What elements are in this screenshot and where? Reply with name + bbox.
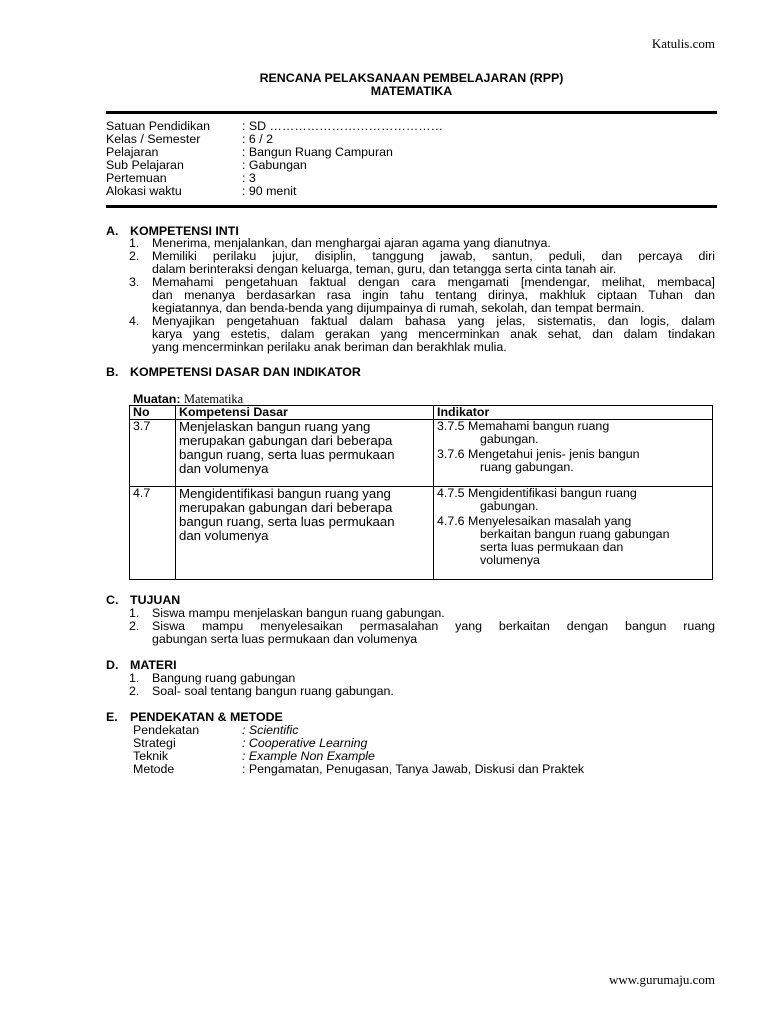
table-header-row xyxy=(130,406,713,420)
section-a-title: KOMPETENSI INTI xyxy=(130,224,239,238)
list-item-line: karya yang estetis, dalam gerakan yang mencerminkan anak sehat, dan dalam tindakan xyxy=(152,327,715,341)
list-item-number: 2. xyxy=(129,684,140,698)
list-item-line: dan menanya berdasarkan rasa ingin tahu tentang dirinya, makhluk ciptaan Tuhan dan xyxy=(152,288,715,302)
list-item-line: Soal- soal tentang bangun ruang gabungan. xyxy=(152,684,394,698)
list-item-number: 2. xyxy=(129,249,140,263)
meta-value: : 6 / 2 xyxy=(242,132,273,146)
list-item-line: Menerima, menjalankan, dan menghargai ajaran agama yang dianutnya. xyxy=(152,236,551,250)
indikator-line: 3.7.6 Mengetahui jenis- jenis bangun xyxy=(437,447,640,461)
indikator-line: 4.7.6 Menyelesaikan masalah yang xyxy=(437,514,632,528)
top-rule xyxy=(106,111,717,114)
list-item-text xyxy=(152,685,715,698)
list-item xyxy=(129,315,715,354)
kd-line: merupakan gabungan dari beberapa xyxy=(179,433,393,448)
section-e-title: PENDEKATAN & METODE xyxy=(130,710,283,724)
section-e-letter: E. xyxy=(106,710,118,724)
meta-label: Pelajaran xyxy=(106,145,159,159)
kd-line: merupakan gabungan dari beberapa xyxy=(179,500,393,515)
meta-label: Satuan Pendidikan xyxy=(106,119,211,133)
list-item-line: dalam berinteraksi dengan keluarga, teman, guru, dan tetangga serta cinta tanah air. xyxy=(152,262,617,276)
list-item xyxy=(129,685,715,698)
section-b-letter: B. xyxy=(106,365,119,379)
list-item-text xyxy=(152,620,715,646)
meta-bottom-rule xyxy=(106,205,717,208)
list-item-text xyxy=(152,315,715,354)
list-item-line: yang mencerminkan perilaku anak beriman dan berakhlak mulia. xyxy=(152,340,507,354)
list-item-line: Memahami pengetahuan faktual dengan cara mengamati [mendengar, melihat, membaca] xyxy=(152,275,715,289)
method-value: : Scientific xyxy=(242,723,299,737)
list-item-line: Siswa mampu menyelesaikan permasalahan yang berkaitan dengan bangun ruang xyxy=(152,619,715,633)
table-cell-kd xyxy=(176,420,434,487)
list-item-line: gabungan serta luas permukaan dan volumenya xyxy=(152,632,418,646)
indikator-line: gabungan. xyxy=(480,432,539,446)
table-row xyxy=(130,487,713,580)
muatan-value: Matematika xyxy=(183,392,244,406)
meta-label: Kelas / Semester xyxy=(106,132,201,146)
table-cell-indikator xyxy=(434,487,713,580)
list-item-number: 1. xyxy=(129,671,140,685)
list-item xyxy=(129,620,715,646)
title-line-2: MATEMATIKA xyxy=(370,84,453,98)
indikator-line: 3.7.5 Memahami bangun ruang xyxy=(437,419,610,433)
indikator-line: gabungan. xyxy=(480,499,539,513)
method-value: : Cooperative Learning xyxy=(242,736,368,750)
method-row xyxy=(133,763,693,776)
indikator-line: berkaitan bangun ruang gabungan xyxy=(480,527,670,541)
kd-line: dan volumenya xyxy=(179,528,269,543)
list-item-line: Menyajikan pengetahuan faktual dalam bahasa yang jelas, sistematis, dan logis, dalam xyxy=(152,314,715,328)
kd-indikator-table xyxy=(129,405,713,580)
list-item xyxy=(129,276,715,315)
indikator-line: serta luas permukaan dan xyxy=(480,540,624,554)
method-label: Pendekatan xyxy=(133,723,200,737)
list-item-text xyxy=(152,276,715,315)
meta-value: : Bangun Ruang Campuran xyxy=(242,145,393,159)
kd-line: Menjelaskan bangun ruang yang xyxy=(179,419,371,434)
method-label: Metode xyxy=(133,762,175,776)
table-cell-kd xyxy=(176,487,434,580)
kd-line: bangun ruang, serta luas permukaan xyxy=(179,447,395,462)
meta-label: Sub Pelajaran xyxy=(106,158,184,172)
meta-label: Alokasi waktu xyxy=(106,184,182,198)
kd-line: dan volumenya xyxy=(179,461,269,476)
method-row xyxy=(133,737,693,750)
section-a-letter: A. xyxy=(106,224,119,238)
list-item-number: 4. xyxy=(129,314,140,328)
list-item-line: Memiliki perilaku jujur, disiplin, tanggung jawab, santun, peduli, dan percaya diri xyxy=(152,249,715,263)
method-row xyxy=(133,724,693,737)
meta-row xyxy=(106,185,506,198)
method-value: : Example Non Example xyxy=(242,749,375,763)
table-cell-no: 3.7 xyxy=(130,420,176,487)
footer-site: www.gurumaju.com xyxy=(608,972,715,987)
list-item-number: 2. xyxy=(129,619,140,633)
table-cell-no: 4.7 xyxy=(130,487,176,580)
table-cell-indikator xyxy=(434,420,713,487)
meta-value: : 90 menit xyxy=(242,184,297,198)
method-label: Strategi xyxy=(133,736,176,750)
list-item xyxy=(129,250,715,276)
indikator-line: ruang gabungan. xyxy=(480,460,574,474)
table-header-no: No xyxy=(130,406,176,420)
table-header-indikator: Indikator xyxy=(434,406,713,420)
meta-value: : SD …………………………………… xyxy=(242,119,444,133)
method-value: : Pengamatan, Penugasan, Tanya Jawab, Diskusi dan Praktek xyxy=(242,762,585,776)
list-item-number: 1. xyxy=(129,606,140,620)
indikator-line: 4.7.5 Mengidentifikasi bangun ruang xyxy=(437,486,637,500)
list-item-line: Siswa mampu menjelaskan bangun ruang gabungan. xyxy=(152,606,445,620)
section-d-title: MATERI xyxy=(130,658,177,672)
section-b-title: KOMPETENSI DASAR DAN INDIKATOR xyxy=(130,365,361,379)
meta-label: Pertemuan xyxy=(106,171,167,185)
kd-line: bangun ruang, serta luas permukaan xyxy=(179,514,395,529)
meta-value: : Gabungan xyxy=(242,158,307,172)
section-b-heading xyxy=(106,366,361,379)
page-title xyxy=(106,72,717,98)
list-item-number: 1. xyxy=(129,236,140,250)
list-item-text xyxy=(152,250,715,276)
list-item-number: 3. xyxy=(129,275,140,289)
kd-line: Mengidentifikasi bangun ruang yang xyxy=(179,486,391,501)
section-c-title: TUJUAN xyxy=(130,593,181,607)
list-item-line: Bangung ruang gabungan xyxy=(152,671,296,685)
table-header-kd: Kompetensi Dasar xyxy=(176,406,434,420)
indikator-line: volumenya xyxy=(480,553,540,567)
section-d-letter: D. xyxy=(106,658,119,672)
title-line-1: RENCANA PELAKSANAAN PEMBELAJARAN (RPP) xyxy=(259,71,564,85)
section-c-letter: C. xyxy=(106,593,119,607)
table-row xyxy=(130,420,713,487)
method-label: Teknik xyxy=(133,749,169,763)
header-site: Katulis.com xyxy=(651,36,715,51)
meta-value: : 3 xyxy=(242,171,256,185)
muatan-label: Muatan: xyxy=(133,392,181,406)
list-item-line: kegiatannya, dan benda-benda yang dijumpainya di rumah, sekolah, dan tempat bermain. xyxy=(152,301,645,315)
